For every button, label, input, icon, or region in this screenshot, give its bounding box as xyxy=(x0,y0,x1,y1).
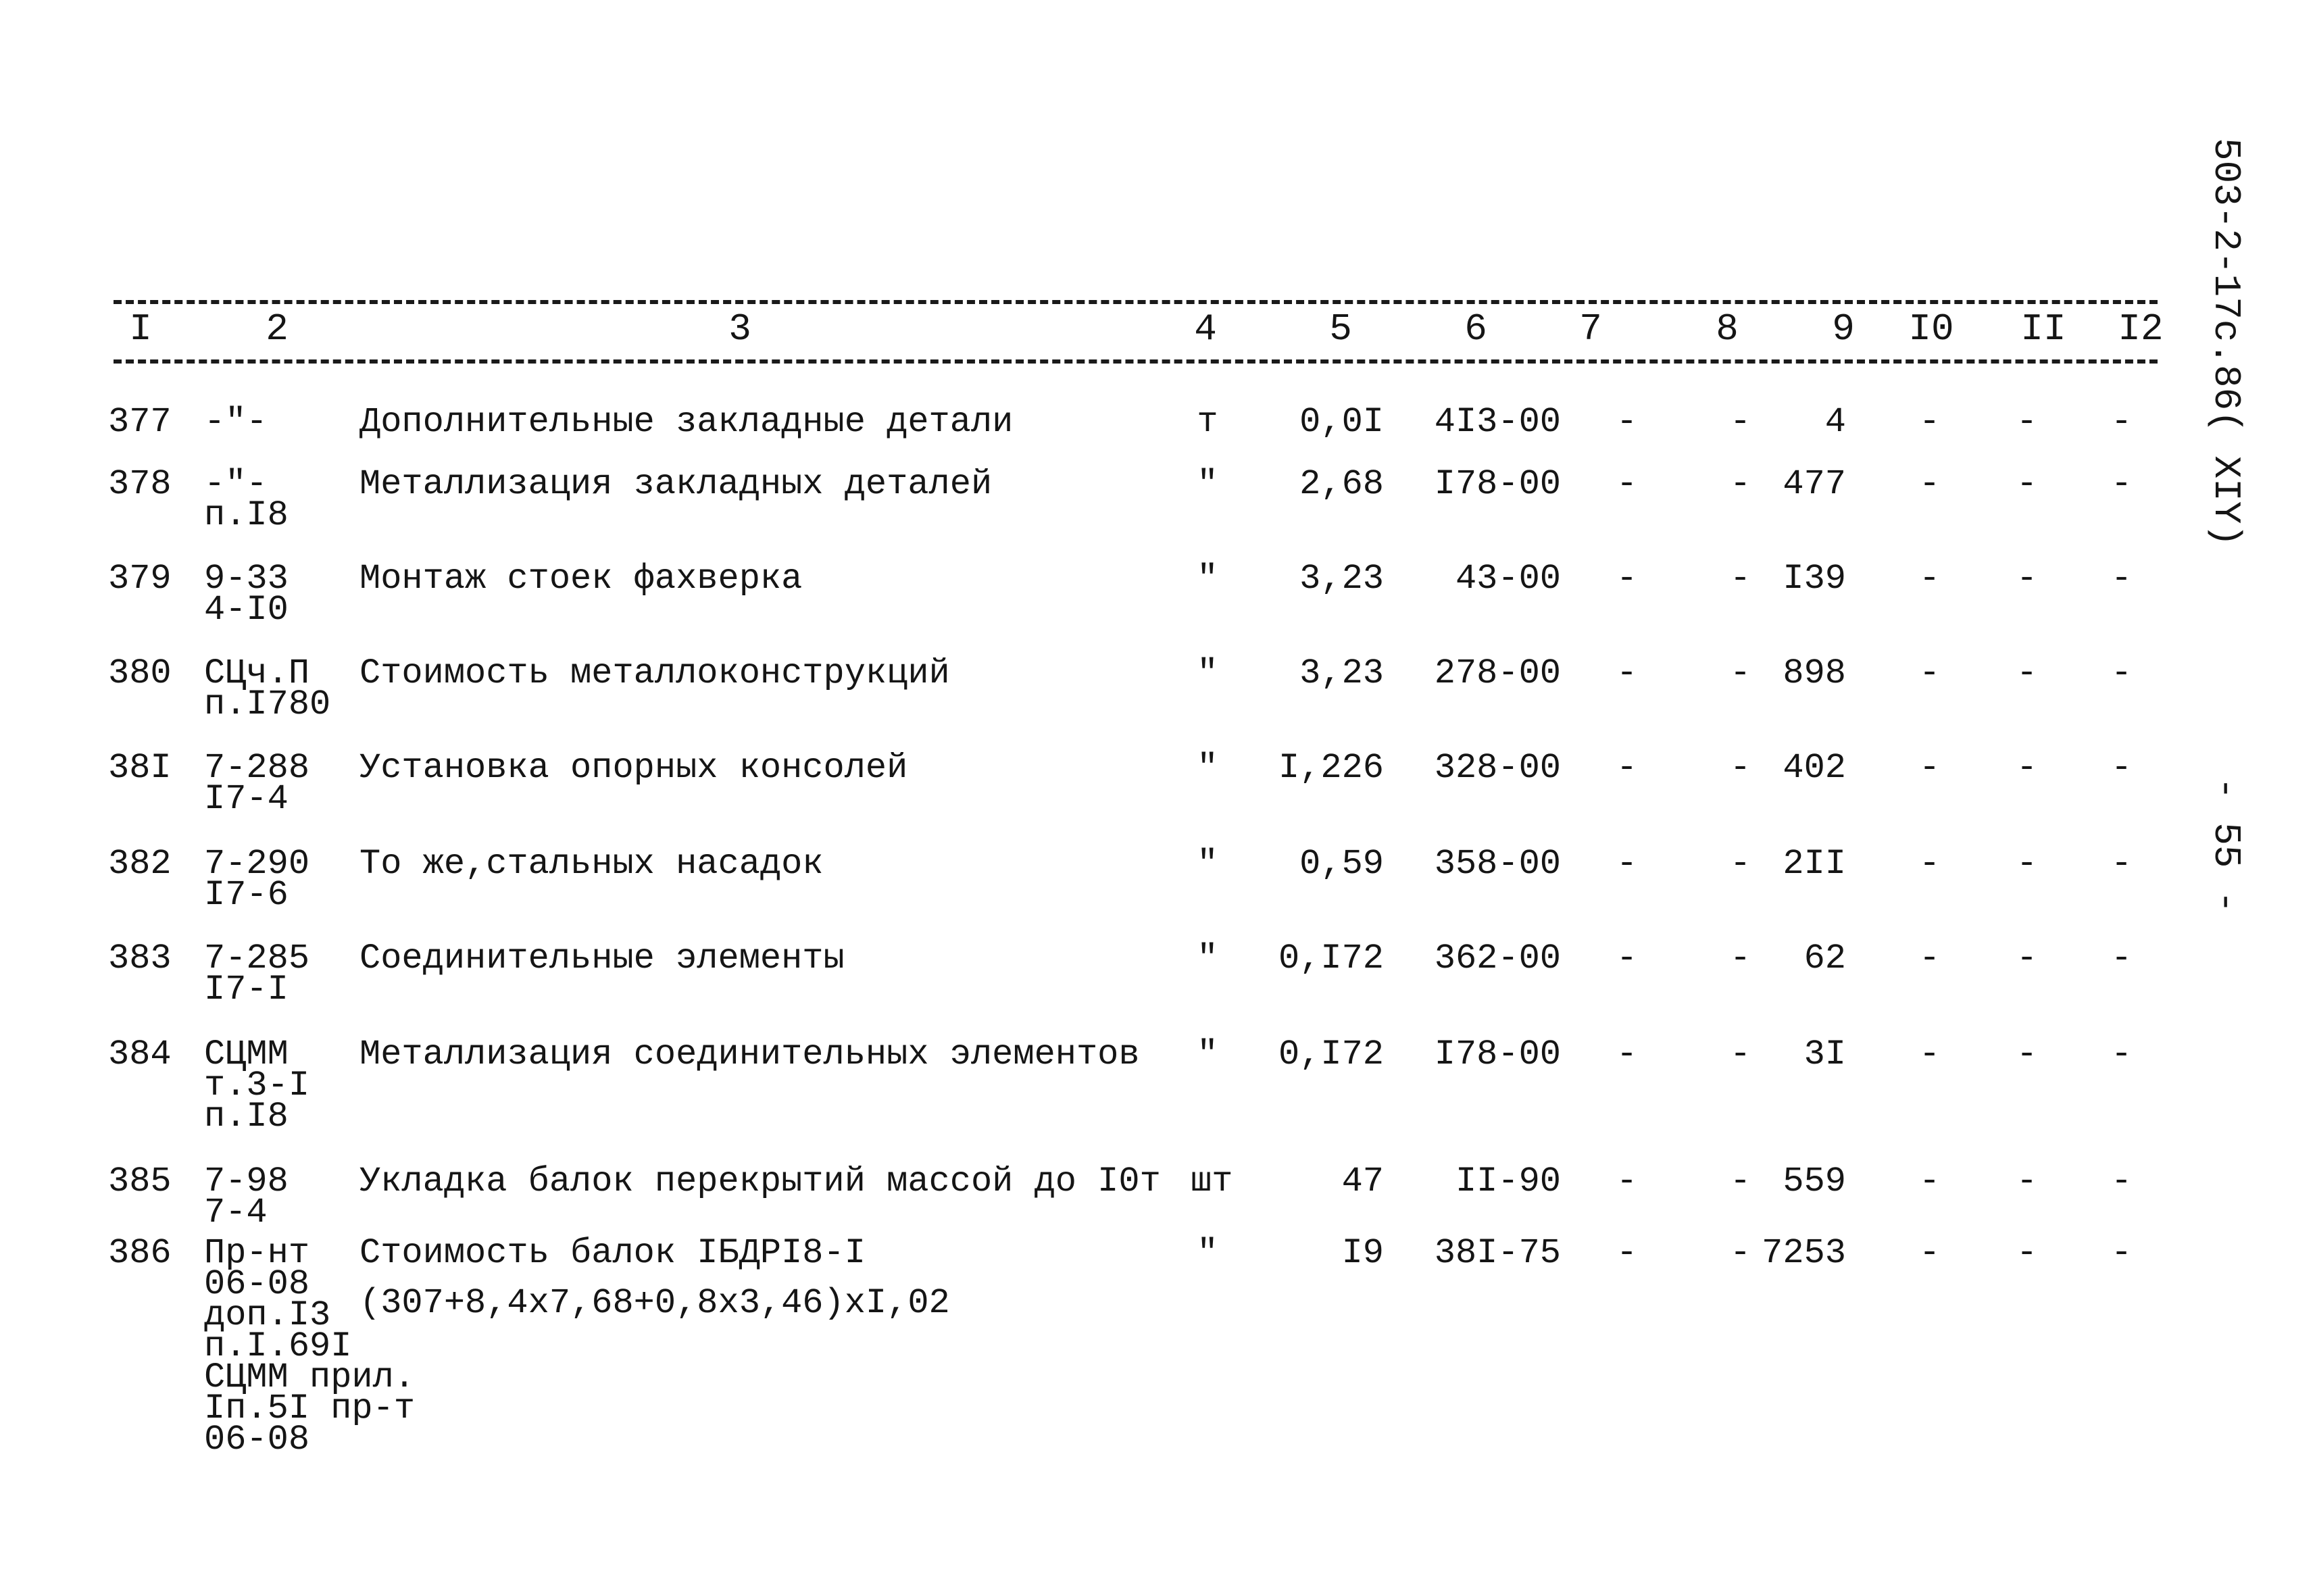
reference-line: п.I.69I xyxy=(204,1326,352,1366)
reference-line: 7-98 xyxy=(204,1162,289,1201)
row-col-8: - xyxy=(1730,464,1751,504)
row-col-12: - xyxy=(2111,748,2133,788)
row-col-7: - xyxy=(1616,559,1638,599)
row-number: 379 xyxy=(108,559,172,599)
header-col-11: II xyxy=(2020,307,2066,351)
row-unit: т xyxy=(1197,402,1218,442)
row-col-7: - xyxy=(1616,464,1638,504)
row-col-11: - xyxy=(2016,559,2038,599)
row-col-9: 7253 xyxy=(1762,1233,1846,1273)
row-col-12: - xyxy=(2111,402,2133,442)
name-line: То же,стальных насадок xyxy=(359,844,824,884)
row-col-7: - xyxy=(1616,1034,1638,1074)
row-reference xyxy=(204,748,310,819)
row-quantity: 2,68 xyxy=(1299,464,1384,504)
name-line: Металлизация соединительных элементов xyxy=(359,1034,1140,1074)
header-col-5: 5 xyxy=(1329,307,1352,351)
row-col-9: 898 xyxy=(1783,653,1846,693)
row-col-9: I39 xyxy=(1783,559,1846,599)
reference-line: -"- xyxy=(204,464,268,504)
row-col-10: - xyxy=(1919,939,1941,978)
reference-line: СЦч.П xyxy=(204,653,310,693)
header-col-3: 3 xyxy=(728,307,751,351)
name-line: Установка опорных консолей xyxy=(359,748,908,788)
reference-line: Пр-нт xyxy=(204,1233,310,1273)
row-col-10: - xyxy=(1919,1034,1941,1074)
row-col-7: - xyxy=(1616,844,1638,884)
row-reference xyxy=(204,464,289,535)
reference-line: 7-285 xyxy=(204,939,310,978)
row-col-7: - xyxy=(1616,1162,1638,1201)
row-reference xyxy=(204,402,268,442)
row-unit: " xyxy=(1197,1034,1218,1074)
row-reference xyxy=(204,939,310,1009)
row-col-10: - xyxy=(1919,844,1941,884)
row-col-12: - xyxy=(2111,844,2133,884)
document-code: 503-2-17с.86( XIY) xyxy=(2204,138,2247,547)
row-col-12: - xyxy=(2111,1034,2133,1074)
row-number: 377 xyxy=(108,402,172,442)
row-quantity: I9 xyxy=(1341,1233,1384,1273)
row-number: 385 xyxy=(108,1162,172,1201)
row-number: 383 xyxy=(108,939,172,978)
header-col-4: 4 xyxy=(1194,307,1217,351)
row-col-10: - xyxy=(1919,653,1941,693)
row-col-10: - xyxy=(1919,1162,1941,1201)
row-col-12: - xyxy=(2111,1233,2133,1273)
row-price: 278-00 xyxy=(1434,653,1561,693)
row-col-9: 4 xyxy=(1824,402,1846,442)
row-reference xyxy=(204,1034,310,1137)
row-quantity: 0,59 xyxy=(1299,844,1384,884)
row-quantity: 3,23 xyxy=(1299,559,1384,599)
row-name xyxy=(359,402,1014,442)
reference-line: I7-6 xyxy=(204,875,289,915)
reference-line: Iп.5I пр-т xyxy=(204,1389,416,1428)
header-col-7: 7 xyxy=(1579,307,1602,351)
row-col-7: - xyxy=(1616,653,1638,693)
reference-line: п.I780 xyxy=(204,684,331,724)
reference-line: п.I8 xyxy=(204,495,289,535)
reference-line: 9-33 xyxy=(204,559,289,599)
row-name xyxy=(359,464,993,504)
row-price: 358-00 xyxy=(1434,844,1561,884)
row-unit: " xyxy=(1197,464,1218,504)
row-col-12: - xyxy=(2111,464,2133,504)
row-col-11: - xyxy=(2016,939,2038,978)
row-col-10: - xyxy=(1919,1233,1941,1273)
row-quantity: I,226 xyxy=(1278,748,1384,788)
name-line: Металлизация закладных деталей xyxy=(359,464,993,504)
row-price: 43-00 xyxy=(1455,559,1561,599)
row-quantity: 47 xyxy=(1341,1162,1384,1201)
row-col-8: - xyxy=(1730,1233,1751,1273)
row-unit: " xyxy=(1197,844,1218,884)
row-col-11: - xyxy=(2016,1233,2038,1273)
row-col-10: - xyxy=(1919,402,1941,442)
reference-line: СЦММ прил. xyxy=(204,1357,416,1397)
row-col-12: - xyxy=(2111,939,2133,978)
row-reference xyxy=(204,1162,289,1232)
row-number: 382 xyxy=(108,844,172,884)
row-reference xyxy=(204,653,331,724)
row-name xyxy=(359,844,824,884)
row-name xyxy=(359,559,803,599)
row-number: 384 xyxy=(108,1034,172,1074)
name-line: (307+8,4х7,68+0,8х3,46)хI,02 xyxy=(359,1283,950,1323)
reference-line: I7-4 xyxy=(204,779,289,819)
row-col-12: - xyxy=(2111,653,2133,693)
row-price: I78-00 xyxy=(1434,1034,1561,1074)
row-price: 4I3-00 xyxy=(1434,402,1561,442)
name-line: Монтаж стоек фахверка xyxy=(359,559,803,599)
row-unit: " xyxy=(1197,939,1218,978)
row-name xyxy=(359,1162,1161,1201)
row-reference xyxy=(204,844,310,915)
row-col-10: - xyxy=(1919,559,1941,599)
header-col-1: I xyxy=(129,307,152,351)
reference-line: доп.I3 xyxy=(204,1295,331,1335)
row-unit: " xyxy=(1197,653,1218,693)
header-col-6: 6 xyxy=(1464,307,1487,351)
row-col-8: - xyxy=(1730,939,1751,978)
reference-line: 7-288 xyxy=(204,748,310,788)
header-col-12: I2 xyxy=(2118,307,2164,351)
row-number: 386 xyxy=(108,1233,172,1273)
header-col-9: 9 xyxy=(1832,307,1855,351)
reference-line: 06-08 xyxy=(204,1264,310,1304)
row-name xyxy=(359,939,845,978)
row-col-8: - xyxy=(1730,1162,1751,1201)
row-price: 38I-75 xyxy=(1434,1233,1561,1273)
row-col-9: 2II xyxy=(1783,844,1846,884)
name-line: Стоимость балок IБДРI8-I xyxy=(359,1233,866,1273)
row-col-8: - xyxy=(1730,653,1751,693)
row-col-11: - xyxy=(2016,1162,2038,1201)
row-col-11: - xyxy=(2016,653,2038,693)
row-col-8: - xyxy=(1730,748,1751,788)
row-col-11: - xyxy=(2016,402,2038,442)
row-col-12: - xyxy=(2111,1162,2133,1201)
row-price: II-90 xyxy=(1455,1162,1561,1201)
reference-line: 4-I0 xyxy=(204,590,289,630)
reference-line: 7-4 xyxy=(204,1193,268,1232)
row-col-8: - xyxy=(1730,1034,1751,1074)
row-name xyxy=(359,1034,1140,1074)
reference-line: 7-290 xyxy=(204,844,310,884)
row-col-8: - xyxy=(1730,402,1751,442)
reference-line: т.3-I xyxy=(204,1066,310,1105)
row-col-11: - xyxy=(2016,748,2038,788)
row-col-10: - xyxy=(1919,464,1941,504)
reference-line: I7-I xyxy=(204,970,289,1009)
row-col-7: - xyxy=(1616,402,1638,442)
row-name xyxy=(359,653,950,693)
row-col-12: - xyxy=(2111,559,2133,599)
reference-line: -"- xyxy=(204,402,268,442)
header-col-8: 8 xyxy=(1716,307,1739,351)
row-name xyxy=(359,1228,950,1328)
name-line: Дополнительные закладные детали xyxy=(359,402,1014,442)
row-col-7: - xyxy=(1616,748,1638,788)
row-col-11: - xyxy=(2016,844,2038,884)
row-number: 378 xyxy=(108,464,172,504)
row-number: 38I xyxy=(108,748,172,788)
header-bottom-rule xyxy=(114,359,2158,364)
name-line: Укладка балок перекрытий массой до I0т xyxy=(359,1162,1161,1201)
row-price: 362-00 xyxy=(1434,939,1561,978)
header-top-rule xyxy=(114,300,2158,304)
row-col-10: - xyxy=(1919,748,1941,788)
row-unit: " xyxy=(1197,1233,1218,1273)
reference-line: СЦММ xyxy=(204,1034,289,1074)
row-col-9: 402 xyxy=(1783,748,1846,788)
row-price: I78-00 xyxy=(1434,464,1561,504)
row-col-8: - xyxy=(1730,559,1751,599)
row-quantity: 3,23 xyxy=(1299,653,1384,693)
row-col-11: - xyxy=(2016,464,2038,504)
row-name xyxy=(359,748,908,788)
row-col-7: - xyxy=(1616,1233,1638,1273)
row-price: 328-00 xyxy=(1434,748,1561,788)
row-quantity: 0,I72 xyxy=(1278,939,1384,978)
row-quantity: 0,0I xyxy=(1299,402,1384,442)
row-number: 380 xyxy=(108,653,172,693)
row-col-9: 62 xyxy=(1803,939,1846,978)
header-col-2: 2 xyxy=(266,307,289,351)
header-col-10: I0 xyxy=(1908,307,1954,351)
name-line: Стоимость металлоконструкций xyxy=(359,653,950,693)
row-col-9: 477 xyxy=(1783,464,1846,504)
row-reference xyxy=(204,559,289,630)
row-unit: " xyxy=(1197,559,1218,599)
row-unit: " xyxy=(1197,748,1218,788)
row-unit: шт xyxy=(1191,1162,1233,1201)
row-col-9: 559 xyxy=(1783,1162,1846,1201)
row-col-11: - xyxy=(2016,1034,2038,1074)
reference-line: 06-08 xyxy=(204,1420,310,1460)
page-number: - 55 - xyxy=(2204,777,2247,914)
row-col-9: 3I xyxy=(1803,1034,1846,1074)
row-col-7: - xyxy=(1616,939,1638,978)
reference-line: п.I8 xyxy=(204,1097,289,1137)
row-quantity: 0,I72 xyxy=(1278,1034,1384,1074)
name-line: Соединительные элементы xyxy=(359,939,845,978)
row-col-8: - xyxy=(1730,844,1751,884)
